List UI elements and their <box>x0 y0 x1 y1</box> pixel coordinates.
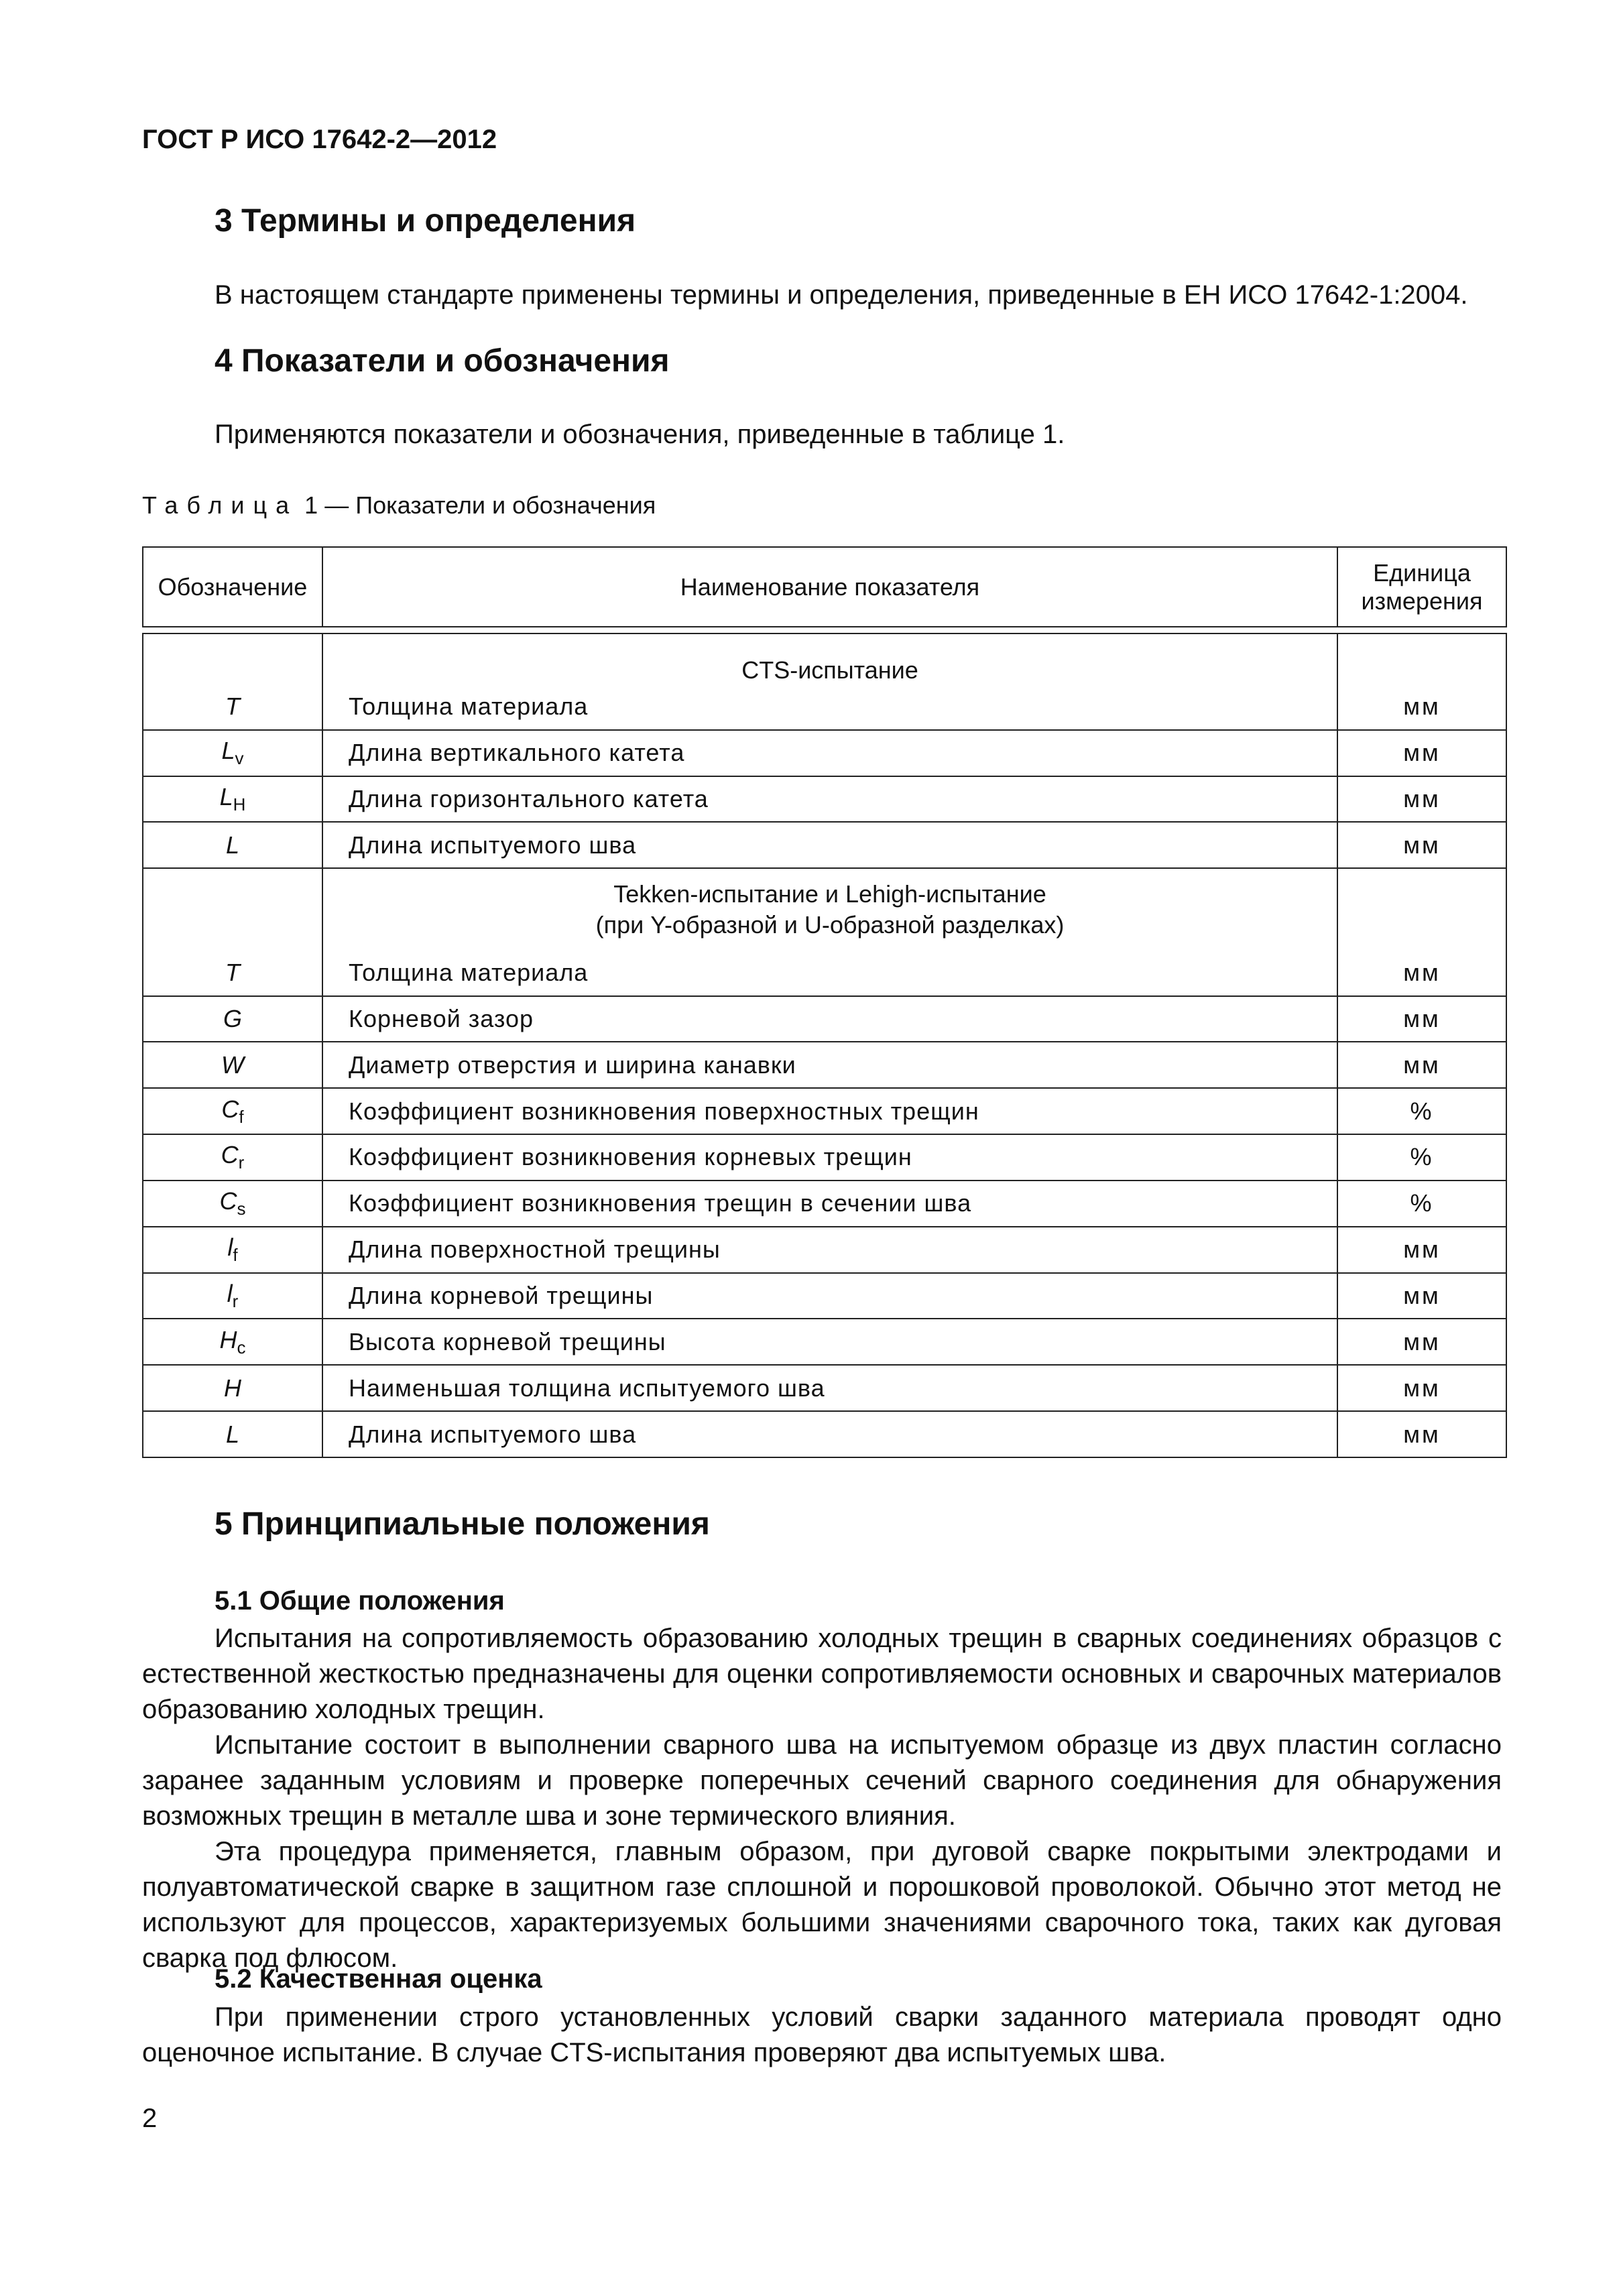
unit-cell: мм <box>1337 730 1506 776</box>
symbol-cell <box>143 1411 322 1457</box>
group-title-unit-cell <box>1337 868 1506 950</box>
name-cell: Толщина материала <box>322 684 1337 730</box>
group-title-line: (при Y-образной и U-образной разделках) <box>595 911 1065 939</box>
symbol-cell <box>143 1273 322 1319</box>
header-unit-line1: Единица <box>1373 558 1471 587</box>
subsection-5-1-title: 5.1 Общие положения <box>215 1586 505 1616</box>
table-row <box>143 1134 1506 1181</box>
table-row <box>143 776 1506 823</box>
table-body <box>143 627 1506 1457</box>
document-code: ГОСТ Р ИСО 17642-2—2012 <box>142 125 497 154</box>
symbol-cell <box>143 1088 322 1134</box>
symbol-letter: l <box>227 1279 233 1307</box>
symbol-cell <box>143 951 322 996</box>
name-cell: Длина корневой трещины <box>322 1273 1337 1319</box>
table-row <box>143 1411 1506 1457</box>
paragraph: При применении строго установленных условий сварки заданного материала проводят одно оценочное испытание. В случае CTS-испытания проверяют два испытуемых шва. <box>142 2002 1502 2067</box>
table-row <box>143 1088 1506 1134</box>
symbol-letter: L <box>225 831 240 859</box>
symbol-letter: H <box>219 1325 237 1353</box>
unit-cell: мм <box>1337 1273 1506 1319</box>
unit-cell: мм <box>1337 1365 1506 1411</box>
table-row <box>143 822 1506 868</box>
table-row <box>143 1181 1506 1227</box>
group-title-line: CTS-испытание <box>741 656 918 684</box>
unit-cell: % <box>1337 1134 1506 1181</box>
name-cell: Длина испытуемого шва <box>322 822 1337 868</box>
unit-cell: мм <box>1337 684 1506 730</box>
name-cell: Корневой зазор <box>322 996 1337 1042</box>
header-unit-line2: измерения <box>1361 587 1483 615</box>
unit-cell: мм <box>1337 1227 1506 1273</box>
table-caption <box>142 491 656 520</box>
symbol-subscript: H <box>233 794 246 815</box>
indicators-table <box>142 546 1507 1458</box>
unit-cell: % <box>1337 1088 1506 1134</box>
symbol-cell <box>143 1042 322 1088</box>
group-title-row <box>143 868 1506 950</box>
symbol-cell <box>143 776 322 823</box>
header-name: Наименование показателя <box>322 547 1337 627</box>
group-title-line: Tekken-испытание и Lehigh-испытание <box>613 880 1046 908</box>
symbol-letter: G <box>223 1005 242 1032</box>
name-cell: Длина вертикального катета <box>322 730 1337 776</box>
symbol-letter: C <box>221 1095 239 1123</box>
name-cell: Высота корневой трещины <box>322 1319 1337 1365</box>
symbol-subscript: f <box>233 1245 238 1266</box>
paragraph: Эта процедура применяется, главным образом, при дуговой сварке покрытыми электродами и полуавтоматической сварке в защитном газе сплошной и порошковой проволокой. Обычно этот метод не используют для процессов, характеризуемых большими значениями сварочного тока, таких как дуговая сварка под флюсом. <box>142 1837 1502 1973</box>
symbol-subscript: c <box>237 1337 246 1357</box>
unit-cell: мм <box>1337 951 1506 996</box>
symbol-cell <box>143 822 322 868</box>
symbol-letter: T <box>225 959 240 987</box>
subsection-5-2-title: 5.2 Качественная оценка <box>215 1964 542 1994</box>
symbol-letter: C <box>221 1141 239 1169</box>
name-cell: Длина горизонтального катета <box>322 776 1337 823</box>
table-row <box>143 1042 1506 1088</box>
unit-cell: мм <box>1337 822 1506 868</box>
name-cell: Диаметр отверстия и ширина канавки <box>322 1042 1337 1088</box>
table-row <box>143 730 1506 776</box>
name-cell: Коэффициент возникновения поверхностных трещин <box>322 1088 1337 1134</box>
unit-cell: мм <box>1337 1042 1506 1088</box>
symbol-cell <box>143 1319 322 1365</box>
table-row <box>143 684 1506 730</box>
section-3-text: В настоящем стандарте применены термины и определения, приведенные в ЕН ИСО 17642-1:2004. <box>215 280 1468 310</box>
group-title-cell <box>322 633 1337 684</box>
section-4-title: 4 Показатели и обозначения <box>215 343 670 379</box>
group-title-cell <box>322 868 1337 950</box>
name-cell: Длина поверхностной трещины <box>322 1227 1337 1273</box>
table-row <box>143 1273 1506 1319</box>
symbol-letter: L <box>219 782 233 810</box>
symbol-subscript: f <box>239 1106 244 1127</box>
section-5-title: 5 Принципиальные положения <box>215 1506 710 1542</box>
symbol-cell <box>143 1181 322 1227</box>
name-cell: Наименьшая толщина испытуемого шва <box>322 1365 1337 1411</box>
symbol-cell <box>143 684 322 730</box>
symbol-cell <box>143 996 322 1042</box>
subsection-5-2-body <box>142 2000 1502 2071</box>
symbol-letter: W <box>221 1050 244 1079</box>
table-row <box>143 996 1506 1042</box>
section-3-title: 3 Термины и определения <box>215 203 636 239</box>
symbol-subscript: v <box>235 748 244 769</box>
section-4-text: Применяются показатели и обозначения, приведенные в таблице 1. <box>215 420 1065 449</box>
page-number: 2 <box>142 2104 158 2133</box>
symbol-letter: C <box>219 1187 237 1215</box>
table-caption-text: 1 — Показатели и обозначения <box>304 491 656 519</box>
table-caption-word: Таблица <box>142 491 298 519</box>
symbol-letter: L <box>221 737 235 765</box>
symbol-cell <box>143 1134 322 1181</box>
symbol-letter: l <box>227 1233 233 1262</box>
table-row <box>143 1227 1506 1273</box>
symbol-subscript: r <box>232 1291 239 1312</box>
header-gap <box>143 627 1506 633</box>
subsection-5-1-body <box>142 1621 1502 1976</box>
symbol-cell <box>143 730 322 776</box>
unit-cell: мм <box>1337 776 1506 823</box>
group-title-symbol-cell <box>143 868 322 950</box>
table-row <box>143 951 1506 996</box>
name-cell: Коэффициент возникновения корневых трещин <box>322 1134 1337 1181</box>
symbol-cell <box>143 1227 322 1273</box>
unit-cell: мм <box>1337 1411 1506 1457</box>
name-cell: Толщина материала <box>322 951 1337 996</box>
symbol-subscript: s <box>237 1199 246 1219</box>
unit-cell: мм <box>1337 1319 1506 1365</box>
group-title-unit-cell <box>1337 633 1506 684</box>
name-cell: Коэффициент возникновения трещин в сечении шва <box>322 1181 1337 1227</box>
unit-cell: мм <box>1337 996 1506 1042</box>
paragraph: Испытание состоит в выполнении сварного шва на испытуемом образце из двух пластин согласно заранее заданным условиям и проверке поперечных сечений сварного соединения для обнаружения возможных трещин в металле шва и зоне термического влияния. <box>142 1730 1502 1831</box>
symbol-letter: T <box>225 692 240 721</box>
table-row <box>143 1365 1506 1411</box>
unit-cell: % <box>1337 1181 1506 1227</box>
table-row <box>143 1319 1506 1365</box>
header-symbol: Обозначение <box>143 547 322 627</box>
name-cell: Длина испытуемого шва <box>322 1411 1337 1457</box>
group-title-row <box>143 633 1506 684</box>
symbol-cell <box>143 1365 322 1411</box>
symbol-subscript: r <box>238 1152 245 1173</box>
group-title-symbol-cell <box>143 633 322 684</box>
symbol-letter: L <box>225 1420 240 1448</box>
paragraph: Испытания на сопротивляемость образованию холодных трещин в сварных соединениях образцов с естественной жесткостью предназначены для оценки сопротивляемости основных и сварочных материалов образованию холодных трещин. <box>142 1624 1502 1724</box>
header-unit <box>1337 547 1506 627</box>
symbol-letter: H <box>224 1374 241 1402</box>
